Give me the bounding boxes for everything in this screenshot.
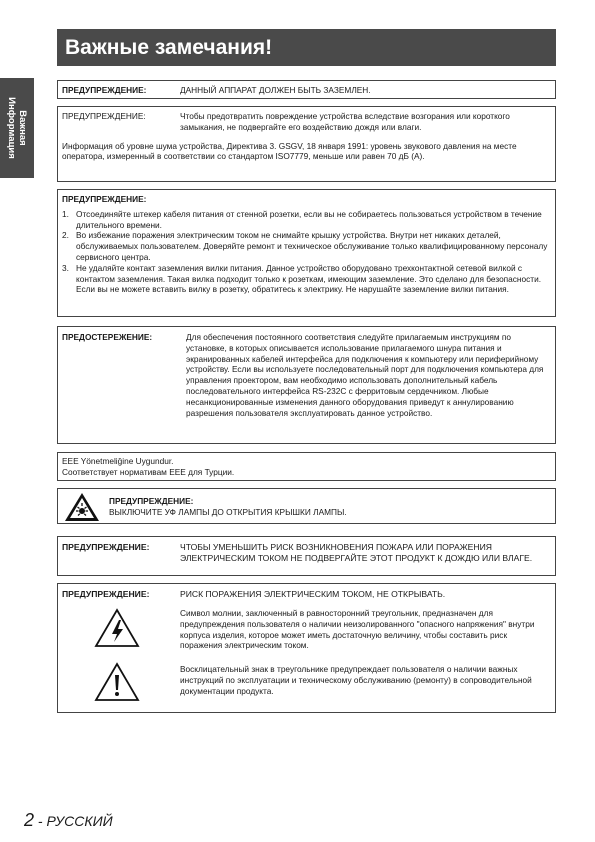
side-tab-line2: Информация (6, 97, 17, 159)
shock-warning-text: РИСК ПОРАЖЕНИЯ ЭЛЕКТРИЧЕСКИМ ТОКОМ, НЕ ОТКРЫВАТЬ. (180, 589, 446, 599)
item-number: 3. (62, 262, 69, 273)
exclamation-description: Восклицательный знак в треугольнике предупреждает пользователя о наличии важных инструкций по эксплуатации и техническому обслуживанию (ремонту) в сопроводительной документации продукта. (180, 664, 532, 696)
noise-info-text: Информация об уровне шума устройства, Директива 3. GSGV, 18 января 1991: уровень звукового давления на месте оператора, измеренный в соответствии со стандартом ISO7779, меньше или равен 70 дБ (A). (62, 140, 517, 162)
uv-warning-label: ПРЕДУПРЕЖДЕНИЕ: (109, 496, 194, 506)
fire-warning-label: ПРЕДУПРЕЖДЕНИЕ: (62, 542, 150, 552)
warning-list-box (57, 189, 556, 317)
warning-ground-box (57, 80, 556, 99)
warning-text: Чтобы предотвратить повреждение устройства вследствие возгорания или короткого замыкания, не подвергайте его воздействию дождя или влаги. (180, 111, 510, 132)
warning-label: ПРЕДУПРЕЖДЕНИЕ: (62, 194, 147, 204)
item-text: Отсоединяйте штекер кабеля питания от стенной розетки, если вы не собираетесь пользоваться устройством в течение длительного времени. (76, 208, 542, 230)
uv-hazard-icon (64, 492, 100, 525)
shock-warning-label: ПРЕДУПРЕЖДЕНИЕ: (62, 589, 150, 599)
caution-label: ПРЕДОСТЕРЕЖЕНИЕ: (62, 332, 153, 342)
side-tab-text (6, 97, 28, 159)
lightning-triangle-icon (94, 608, 140, 651)
footer-language: - РУССКИЙ (34, 813, 113, 829)
item-number: 1. (62, 208, 69, 219)
caution-box (57, 326, 556, 444)
page-number: 2 (24, 810, 35, 830)
side-tab-line1: Важная (17, 110, 28, 146)
warning-list (62, 209, 551, 295)
page-title: Важные замечания! (57, 29, 556, 66)
warning-moisture-box (57, 106, 556, 182)
exclamation-triangle-icon (94, 662, 140, 705)
item-number: 2. (62, 230, 69, 241)
uv-warning-text: ВЫКЛЮЧИТЕ УФ ЛАМПЫ ДО ОТКРЫТИЯ КРЫШКИ ЛАМПЫ. (109, 506, 347, 517)
warning-text: ДАННЫЙ АППАРАТ ДОЛЖЕН БЫТЬ ЗАЗЕМЛЕН. (180, 85, 371, 95)
list-item (62, 209, 551, 231)
warning-label: ПРЕДУПРЕЖДЕНИЕ: (62, 85, 147, 95)
side-section-tab (0, 78, 34, 178)
eee-box (57, 452, 556, 481)
item-text: Во избежание поражения электрическим током не снимайте крышку устройства. Внутри нет никаких деталей, обслуживаемых пользователем. Доверяйте ремонт и техническое обслуживание только квалифицированному персоналу сервисного центра. (76, 230, 548, 262)
item-text: Не удаляйте контакт заземления вилки питания. Данное устройство оборудовано трехконтактной сетевой вилкой с контактом заземления. Такая вилка подходит только к розеткам, имеющим заземление. Это сделано для безопасности. Если вы не можете вставить вилку в розетку, обратитесь к электрику. Не нарушайте заземление вилки питания. (76, 262, 542, 295)
eee-line-ru: Соответствует нормативам EEE для Турции. (62, 466, 235, 477)
list-item (62, 263, 551, 295)
caution-text: Для обеспечения постоянного соответствия следуйте прилагаемым инструкциям по установке, в которых описывается использование прилагаемого шнура питания и экранированных кабелей интерфейса для подключения к компьютеру или периферийному устройству. Если вы используете последовательный порт для подключения компьютера для управления проектором, вам необходимо использовать дополнительный кабель последовательного интерфейса RS-232C с ферритовым сердечником. Любые несанкционированные изменения данного оборудования приведут к аннулированию разрешения пользователя эксплуатировать данное устройство. (186, 332, 544, 418)
eee-line-tr: EEE Yönetmeliğine Uygundur. (62, 456, 174, 466)
shock-warning-box (57, 583, 556, 713)
fire-warning-text: ЧТОБЫ УМЕНЬШИТЬ РИСК ВОЗНИКНОВЕНИЯ ПОЖАРА ИЛИ ПОРАЖЕНИЯ ЭЛЕКТРИЧЕСКИМ ТОКОМ НЕ ПОДВЕРГАЙТЕ ЭТОТ ПРОДУКТ К ДОЖДЮ ИЛИ ВЛАГЕ. (180, 542, 533, 563)
fire-warning-box (57, 536, 556, 576)
list-item (62, 230, 551, 262)
page-footer (24, 810, 113, 831)
lightning-description: Символ молнии, заключенный в равносторонний треугольник, предназначен для предупреждения пользователя о наличии неизолированного "опасного напряжения" внутри корпуса изделия, которое может иметь достаточную величину, чтобы составить риск поражения электрическим током. (180, 608, 535, 651)
uv-warning-box (57, 488, 556, 524)
warning-label: ПРЕДУПРЕЖДЕНИЕ: (62, 111, 146, 121)
